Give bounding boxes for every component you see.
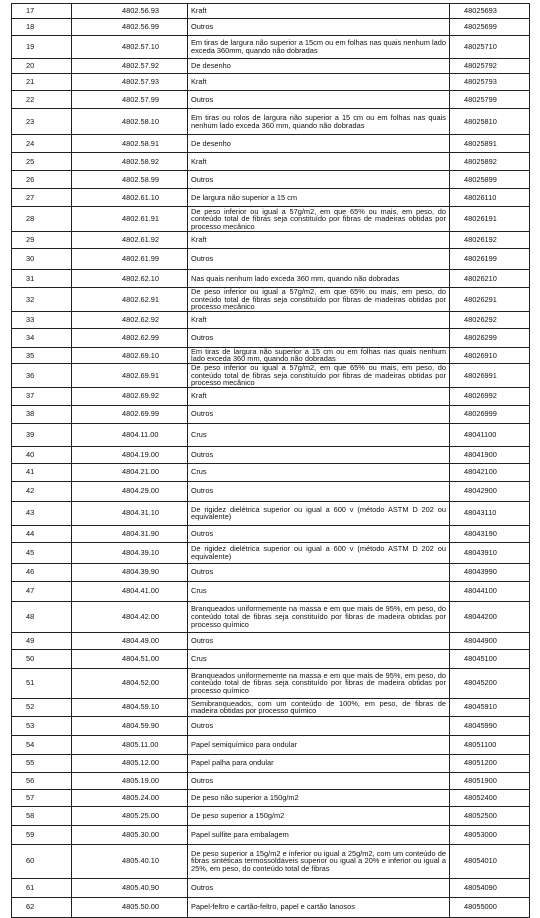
item-number-cell: 26 <box>12 171 72 189</box>
reference-code-cell: 48042100 <box>450 463 530 481</box>
description-cell: Outros <box>188 525 450 542</box>
ncm-code-cell: 4804.52.00 <box>72 668 188 698</box>
reference-code-cell: 48041900 <box>450 446 530 463</box>
item-number-cell: 19 <box>12 36 72 59</box>
reference-code-cell: 48025799 <box>450 91 530 109</box>
description-cell: Papel semiquímico para ondular <box>188 735 450 754</box>
table-row <box>12 698 530 716</box>
reference-code-cell: 48025793 <box>450 74 530 91</box>
item-number-cell: 39 <box>12 423 72 446</box>
description-cell: Kraft <box>188 153 450 171</box>
reference-code-cell: 48043990 <box>450 563 530 581</box>
reference-code-cell: 48044900 <box>450 632 530 649</box>
description-cell: Outros <box>188 772 450 789</box>
item-number-cell: 52 <box>12 698 72 716</box>
description-cell: De rigidez dielétrica superior ou igual a 600 v (método ASTM D 202 ou equivalente) <box>188 501 450 525</box>
item-number-cell: 25 <box>12 153 72 171</box>
description-cell: Nas quais nenhum lado exceda 360 mm, quando não dobradas <box>188 270 450 288</box>
ncm-code-cell: 4805.19.00 <box>72 772 188 789</box>
description-cell: Papel sulfite para embalagem <box>188 825 450 844</box>
ncm-code-cell: 4802.62.99 <box>72 328 188 347</box>
ncm-code-cell: 4802.58.92 <box>72 153 188 171</box>
ncm-code-cell: 4804.21.00 <box>72 463 188 481</box>
table-row <box>12 19 530 36</box>
table-row <box>12 789 530 806</box>
reference-code-cell: 48042900 <box>450 481 530 501</box>
reference-code-cell: 48043910 <box>450 542 530 563</box>
ncm-code-cell: 4804.49.00 <box>72 632 188 649</box>
table-row <box>12 825 530 844</box>
description-cell: Branqueados uniformemente na massa e em que mais de 95%, em peso, do conteúdo total de fibras seja constituído por fibras de madeira obtidas por processo químico <box>188 668 450 698</box>
ncm-code-cell: 4804.31.10 <box>72 501 188 525</box>
item-number-cell: 20 <box>12 59 72 74</box>
description-cell: Outros <box>188 405 450 423</box>
reference-code-cell: 48044200 <box>450 601 530 632</box>
item-number-cell: 35 <box>12 347 72 363</box>
ncm-code-cell: 4802.69.92 <box>72 387 188 405</box>
description-cell: Branqueados uniformemente na massa e em que mais de 95%, em peso, do conteúdo total de fibras seja constituído por fibras de madeira obtidas por processo químico <box>188 601 450 632</box>
ncm-code-cell: 4802.69.99 <box>72 405 188 423</box>
table-row <box>12 363 530 387</box>
table-row <box>12 91 530 109</box>
table-row <box>12 716 530 735</box>
description-cell: De desenho <box>188 59 450 74</box>
item-number-cell: 36 <box>12 363 72 387</box>
item-number-cell: 56 <box>12 772 72 789</box>
reference-code-cell: 48025899 <box>450 171 530 189</box>
table-row <box>12 232 530 249</box>
item-number-cell: 17 <box>12 4 72 19</box>
description-cell: De peso inferior ou igual a 57g/m2, em que 65% ou mais, em peso, do conteúdo total de fibras seja constituído por fibras de madeiras obtidas por processo mecânico <box>188 207 450 232</box>
reference-code-cell: 48025810 <box>450 109 530 135</box>
table-row <box>12 153 530 171</box>
table-row <box>12 581 530 601</box>
description-cell: Outros <box>188 878 450 897</box>
ncm-code-cell: 4802.58.99 <box>72 171 188 189</box>
reference-code-cell: 48025699 <box>450 19 530 36</box>
item-number-cell: 47 <box>12 581 72 601</box>
item-number-cell: 32 <box>12 288 72 312</box>
reference-code-cell: 48053000 <box>450 825 530 844</box>
table-row <box>12 525 530 542</box>
ncm-code-cell: 4802.61.99 <box>72 249 188 270</box>
ncm-code-cell: 4805.40.90 <box>72 878 188 897</box>
description-cell: Em tiras de largura não superior a 15 cm ou em folhas nas quais nenhum lado exceda 360 mm, quando não dobradas <box>188 347 450 363</box>
table-row <box>12 542 530 563</box>
table-row <box>12 632 530 649</box>
table-row <box>12 4 530 19</box>
reference-code-cell: 48044100 <box>450 581 530 601</box>
reference-code-cell: 48025891 <box>450 135 530 153</box>
table-row <box>12 806 530 825</box>
table-row <box>12 446 530 463</box>
description-cell: Papel palha para ondular <box>188 754 450 772</box>
item-number-cell: 23 <box>12 109 72 135</box>
item-number-cell: 29 <box>12 232 72 249</box>
item-number-cell: 24 <box>12 135 72 153</box>
reference-code-cell: 48025792 <box>450 59 530 74</box>
description-cell: Papel-feltro e cartão-feltro, papel e cartão lanosos <box>188 897 450 917</box>
table-row <box>12 311 530 328</box>
item-number-cell: 45 <box>12 542 72 563</box>
ncm-code-cell: 4804.59.90 <box>72 716 188 735</box>
reference-code-cell: 48051100 <box>450 735 530 754</box>
description-cell: De rigidez dielétrica superior ou igual a 600 v (método ASTM D 202 ou equivalente) <box>188 542 450 563</box>
item-number-cell: 59 <box>12 825 72 844</box>
reference-code-cell: 48026999 <box>450 405 530 423</box>
ncm-code-cell: 4802.62.92 <box>72 311 188 328</box>
reference-code-cell: 48051900 <box>450 772 530 789</box>
item-number-cell: 37 <box>12 387 72 405</box>
ncm-code-cell: 4802.69.10 <box>72 347 188 363</box>
item-number-cell: 38 <box>12 405 72 423</box>
ncm-code-cell: 4804.31.90 <box>72 525 188 542</box>
item-number-cell: 51 <box>12 668 72 698</box>
ncm-code-cell: 4802.56.99 <box>72 19 188 36</box>
description-cell: Kraft <box>188 74 450 91</box>
reference-code-cell: 48026191 <box>450 207 530 232</box>
reference-code-cell: 48026199 <box>450 249 530 270</box>
reference-code-cell: 48054090 <box>450 878 530 897</box>
description-cell: De desenho <box>188 135 450 153</box>
table-row <box>12 387 530 405</box>
description-cell: Em tiras ou rolos de largura não superior a 15 cm ou em folhas nas quais nenhum lado exceda 360 mm, quando não dobradas <box>188 109 450 135</box>
table-row <box>12 668 530 698</box>
reference-code-cell: 48026292 <box>450 311 530 328</box>
item-number-cell: 50 <box>12 649 72 668</box>
item-number-cell: 43 <box>12 501 72 525</box>
description-cell: De peso não superior a 150g/m2 <box>188 789 450 806</box>
ncm-code-cell: 4804.19.00 <box>72 446 188 463</box>
ncm-code-cell: 4804.41.00 <box>72 581 188 601</box>
table-row <box>12 481 530 501</box>
table-row <box>12 347 530 363</box>
description-cell: De peso superior a 150g/m2 <box>188 806 450 825</box>
table-row <box>12 109 530 135</box>
reference-code-cell: 48026291 <box>450 288 530 312</box>
table-row <box>12 59 530 74</box>
item-number-cell: 61 <box>12 878 72 897</box>
ncm-code-cell: 4802.57.10 <box>72 36 188 59</box>
ncm-code-cell: 4802.58.10 <box>72 109 188 135</box>
table-row <box>12 601 530 632</box>
item-number-cell: 34 <box>12 328 72 347</box>
description-cell: Outros <box>188 481 450 501</box>
item-number-cell: 48 <box>12 601 72 632</box>
ncm-code-cell: 4802.61.92 <box>72 232 188 249</box>
ncm-code-cell: 4805.30.00 <box>72 825 188 844</box>
ncm-code-cell: 4805.50.00 <box>72 897 188 917</box>
description-cell: Outros <box>188 328 450 347</box>
ncm-code-cell: 4804.42.00 <box>72 601 188 632</box>
description-cell: Kraft <box>188 387 450 405</box>
reference-code-cell: 48045910 <box>450 698 530 716</box>
reference-code-cell: 48026210 <box>450 270 530 288</box>
reference-code-cell: 48051200 <box>450 754 530 772</box>
table-row <box>12 36 530 59</box>
table-row <box>12 772 530 789</box>
ncm-code-cell: 4802.62.10 <box>72 270 188 288</box>
ncm-code-cell: 4804.39.10 <box>72 542 188 563</box>
ncm-code-cell: 4804.11.00 <box>72 423 188 446</box>
item-number-cell: 44 <box>12 525 72 542</box>
reference-code-cell: 48043190 <box>450 525 530 542</box>
table-row <box>12 563 530 581</box>
ncm-code-cell: 4802.57.92 <box>72 59 188 74</box>
table-row <box>12 423 530 446</box>
ncm-code-cell: 4805.40.10 <box>72 844 188 878</box>
ncm-code-cell: 4805.24.00 <box>72 789 188 806</box>
ncm-code-cell: 4802.61.91 <box>72 207 188 232</box>
reference-code-cell: 48026991 <box>450 363 530 387</box>
reference-code-cell: 48045100 <box>450 649 530 668</box>
description-cell: Em tiras de largura não superior a 15cm ou em folhas nas quais nenhum lado exceda 360mm, quando não dobradas <box>188 36 450 59</box>
description-cell: Outros <box>188 446 450 463</box>
ncm-code-cell: 4805.12.00 <box>72 754 188 772</box>
description-cell: De peso inferior ou igual a 57g/m2, em que 65% ou mais, em peso, do conteúdo total de fibras seja constituído por fibras de madeiras obtidas por processo mecânico <box>188 363 450 387</box>
reference-code-cell: 48026992 <box>450 387 530 405</box>
tariff-table-body <box>12 4 530 918</box>
tariff-table <box>11 3 530 918</box>
table-row <box>12 463 530 481</box>
table-row <box>12 844 530 878</box>
item-number-cell: 60 <box>12 844 72 878</box>
table-row <box>12 189 530 207</box>
ncm-code-cell: 4802.61.10 <box>72 189 188 207</box>
table-row <box>12 735 530 754</box>
reference-code-cell: 48026299 <box>450 328 530 347</box>
description-cell: Semibranqueados, com um conteúdo de 100%, em peso, de fibras de madeira obtidas por processo químico <box>188 698 450 716</box>
description-cell: Outros <box>188 563 450 581</box>
ncm-code-cell: 4802.58.91 <box>72 135 188 153</box>
item-number-cell: 58 <box>12 806 72 825</box>
item-number-cell: 53 <box>12 716 72 735</box>
ncm-code-cell: 4804.29.00 <box>72 481 188 501</box>
ncm-code-cell: 4802.57.93 <box>72 74 188 91</box>
table-row <box>12 878 530 897</box>
description-cell: Outros <box>188 91 450 109</box>
item-number-cell: 33 <box>12 311 72 328</box>
item-number-cell: 62 <box>12 897 72 917</box>
item-number-cell: 22 <box>12 91 72 109</box>
table-row <box>12 74 530 91</box>
description-cell: Kraft <box>188 232 450 249</box>
item-number-cell: 18 <box>12 19 72 36</box>
reference-code-cell: 48025892 <box>450 153 530 171</box>
description-cell: Crus <box>188 423 450 446</box>
table-row <box>12 649 530 668</box>
ncm-code-cell: 4802.57.99 <box>72 91 188 109</box>
table-row <box>12 754 530 772</box>
item-number-cell: 21 <box>12 74 72 91</box>
item-number-cell: 55 <box>12 754 72 772</box>
table-row <box>12 501 530 525</box>
description-cell: De largura não superior a 15 cm <box>188 189 450 207</box>
ncm-code-cell: 4804.39.90 <box>72 563 188 581</box>
ncm-code-cell: 4802.56.93 <box>72 4 188 19</box>
description-cell: Kraft <box>188 4 450 19</box>
table-row <box>12 249 530 270</box>
description-cell: Outros <box>188 19 450 36</box>
table-row <box>12 288 530 312</box>
description-cell: De peso superior a 15g/m2 e inferior ou igual a 25g/m2, com um conteúdo de fibras sintéticas termossoldáveis superior ou igual a 20% e inferior ou igual a 25%, em peso, do conteúdo total de fibras <box>188 844 450 878</box>
reference-code-cell: 48043110 <box>450 501 530 525</box>
item-number-cell: 27 <box>12 189 72 207</box>
table-row <box>12 328 530 347</box>
reference-code-cell: 48041100 <box>450 423 530 446</box>
description-cell: Outros <box>188 171 450 189</box>
reference-code-cell: 48055000 <box>450 897 530 917</box>
table-row <box>12 135 530 153</box>
reference-code-cell: 48026192 <box>450 232 530 249</box>
item-number-cell: 40 <box>12 446 72 463</box>
table-row <box>12 270 530 288</box>
item-number-cell: 49 <box>12 632 72 649</box>
table-row <box>12 207 530 232</box>
item-number-cell: 46 <box>12 563 72 581</box>
ncm-code-cell: 4802.69.91 <box>72 363 188 387</box>
ncm-code-cell: 4804.51.00 <box>72 649 188 668</box>
item-number-cell: 57 <box>12 789 72 806</box>
item-number-cell: 31 <box>12 270 72 288</box>
item-number-cell: 42 <box>12 481 72 501</box>
reference-code-cell: 48052400 <box>450 789 530 806</box>
reference-code-cell: 48026110 <box>450 189 530 207</box>
item-number-cell: 30 <box>12 249 72 270</box>
item-number-cell: 41 <box>12 463 72 481</box>
table-row <box>12 897 530 917</box>
description-cell: Crus <box>188 649 450 668</box>
description-cell: Crus <box>188 581 450 601</box>
reference-code-cell: 48045200 <box>450 668 530 698</box>
table-row <box>12 171 530 189</box>
description-cell: Outros <box>188 716 450 735</box>
reference-code-cell: 48045990 <box>450 716 530 735</box>
description-cell: Crus <box>188 463 450 481</box>
ncm-code-cell: 4805.25.00 <box>72 806 188 825</box>
reference-code-cell: 48026910 <box>450 347 530 363</box>
reference-code-cell: 48052500 <box>450 806 530 825</box>
description-cell: Outros <box>188 249 450 270</box>
description-cell: Outros <box>188 632 450 649</box>
ncm-code-cell: 4805.11.00 <box>72 735 188 754</box>
reference-code-cell: 48025710 <box>450 36 530 59</box>
item-number-cell: 54 <box>12 735 72 754</box>
ncm-code-cell: 4804.59.10 <box>72 698 188 716</box>
ncm-code-cell: 4802.62.91 <box>72 288 188 312</box>
reference-code-cell: 48025693 <box>450 4 530 19</box>
reference-code-cell: 48054010 <box>450 844 530 878</box>
item-number-cell: 28 <box>12 207 72 232</box>
description-cell: De peso inferior ou igual a 57g/m2, em que 65% ou mais, em peso, do conteúdo total de fibras seja constituído por fibras de madeiras obtidas por processo mecânico <box>188 288 450 312</box>
table-row <box>12 405 530 423</box>
description-cell: Kraft <box>188 311 450 328</box>
